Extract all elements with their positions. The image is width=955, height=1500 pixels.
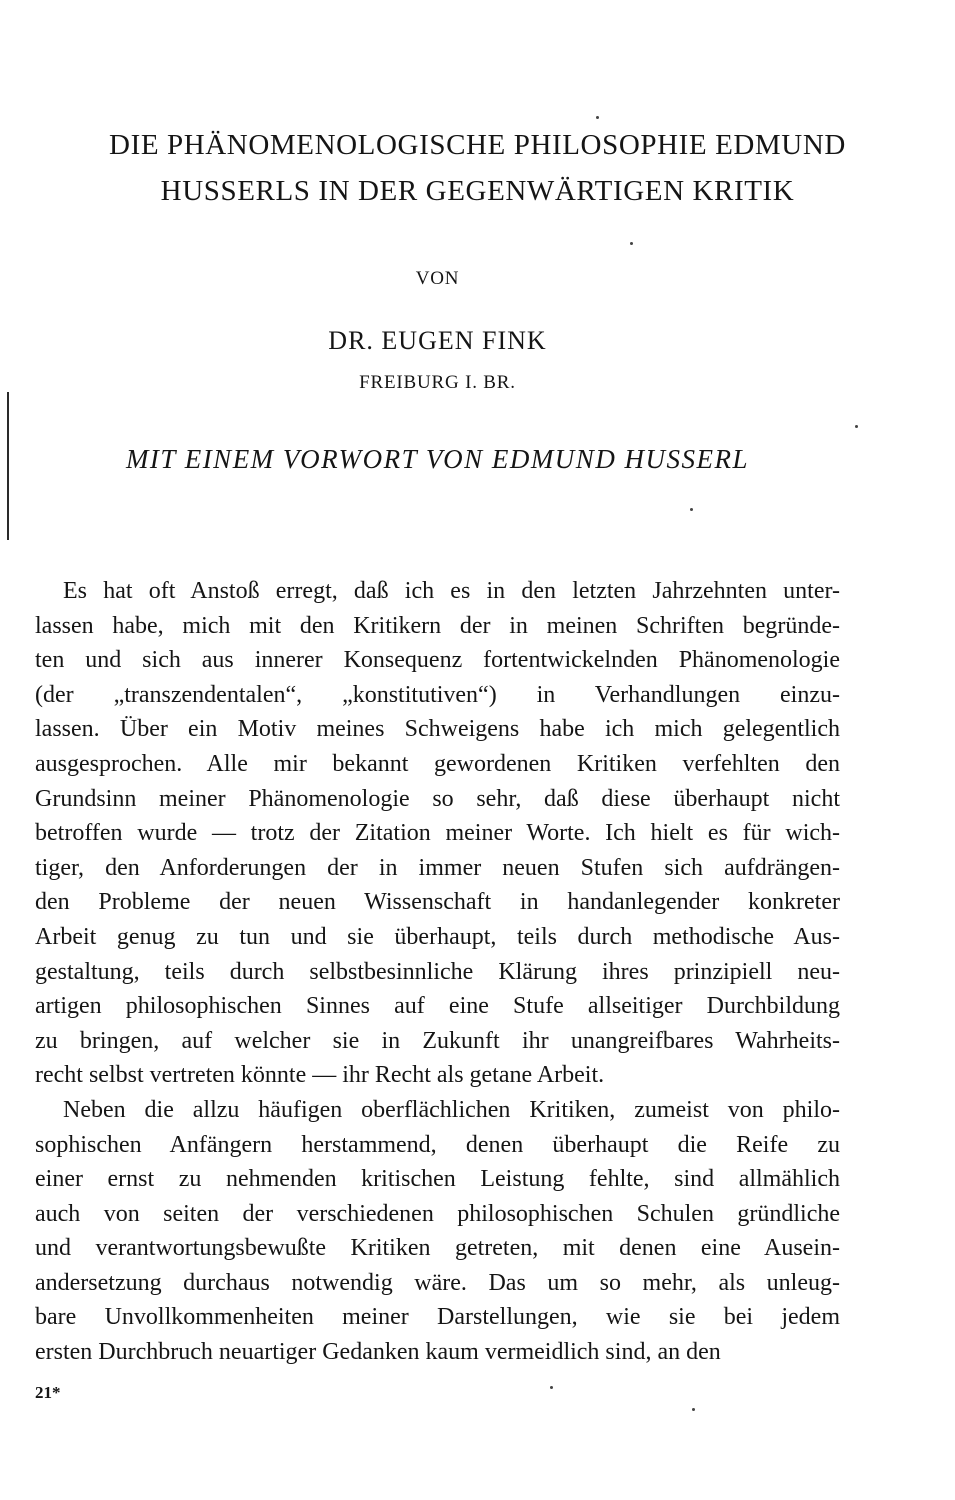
text-line: tiger, den Anforderungen der in immer neuen Stufen sich aufdrängen- [35,854,840,881]
scan-speck [855,425,858,428]
text-line: lassen habe, mich mit den Kritikern der in meinen Schriften begründe- [35,612,840,639]
text-line: ten und sich aus innerer Konsequenz fortentwickelnden Phänomenologie [35,647,840,674]
scan-speck [692,1408,695,1411]
text-line: den Probleme der neuen Wissenschaft in handanlegender konkreter [35,889,840,916]
article-title [20,122,935,214]
scan-speck [690,508,693,511]
text-line: lassen. Über ein Motiv meines Schweigens habe ich mich gelegentlich [35,716,840,743]
scan-speck [550,1386,553,1389]
scan-speck [596,116,599,119]
text-line: Es hat oft Anstoß erregt, daß ich es in den letzten Jahrzehnten unter- [63,578,840,604]
text-line: recht selbst vertreten könnte — ihr Recht als getane Arbeit. [35,1062,605,1089]
text-line: bare Unvollkommenheiten meiner Darstellungen, wie sie bei jedem [35,1304,840,1331]
text-line: Arbeit genug zu tun und sie überhaupt, teils durch methodische Aus- [35,923,840,950]
margin-scan-mark [7,392,9,540]
text-line: sophischen Anfängern herstammend, denen überhaupt die Reife zu [35,1131,840,1158]
text-line: (der „transzendentalen“, „konstitutiven“) in Verhandlungen einzu- [35,681,840,708]
paragraph [35,574,840,1093]
text-line: artigen philosophischen Sinnes auf eine Stufe allseitiger Durchbildung [35,993,840,1020]
paragraph [35,1093,840,1370]
article-title-line-1: DIE PHÄNOMENOLOGISCHE PHILOSOPHIE EDMUND [109,129,846,161]
text-line: betroffen wurde — trotz der Zitation meiner Worte. Ich hielt es für wich- [35,820,840,847]
text-line: Neben die allzu häufigen oberflächlichen Kritiken, zumeist von philo- [63,1096,840,1123]
scan-speck [630,242,633,245]
byline-von: VON [415,268,460,289]
page-number: 21* [35,1383,61,1402]
text-line: gestaltung, teils durch selbstbesinnliche Klärung ihres prinzipiell neu- [35,958,840,985]
foreword-heading: MIT EINEM VORWORT VON EDMUND HUSSERL [125,444,750,474]
text-line: auch von seiten der verschiedenen philosophischen Schulen gründliche [35,1200,840,1227]
text-line: und verantwortungsbewußte Kritiken getreten, mit denen eine Ausein- [35,1235,840,1262]
text-line: einer ernst zu nehmenden kritischen Leistung fehlte, sind allmählich [35,1166,840,1193]
text-line: andersetzung durchaus notwendig wäre. Das um so mehr, als unleug- [35,1269,840,1296]
text-line: ersten Durchbruch neuartiger Gedanken kaum vermeidlich sind, an den [35,1339,721,1366]
author-name: DR. EUGEN FINK [328,326,547,355]
text-line: Grundsinn meiner Phänomenologie so sehr, daß diese überhaupt nicht [35,785,840,812]
article-title-line-2: HUSSERLS IN DER GEGENWÄRTIGEN KRITIK [160,175,795,207]
body-text [35,574,840,1370]
text-line: ausgesprochen. Alle mir bekannt gewordenen Kritiken verfehlten den [35,750,840,777]
author-location: FREIBURG I. BR. [359,372,516,393]
text-line: zu bringen, auf welcher sie in Zukunft ihr unangreifbares Wahrheits- [35,1027,840,1054]
